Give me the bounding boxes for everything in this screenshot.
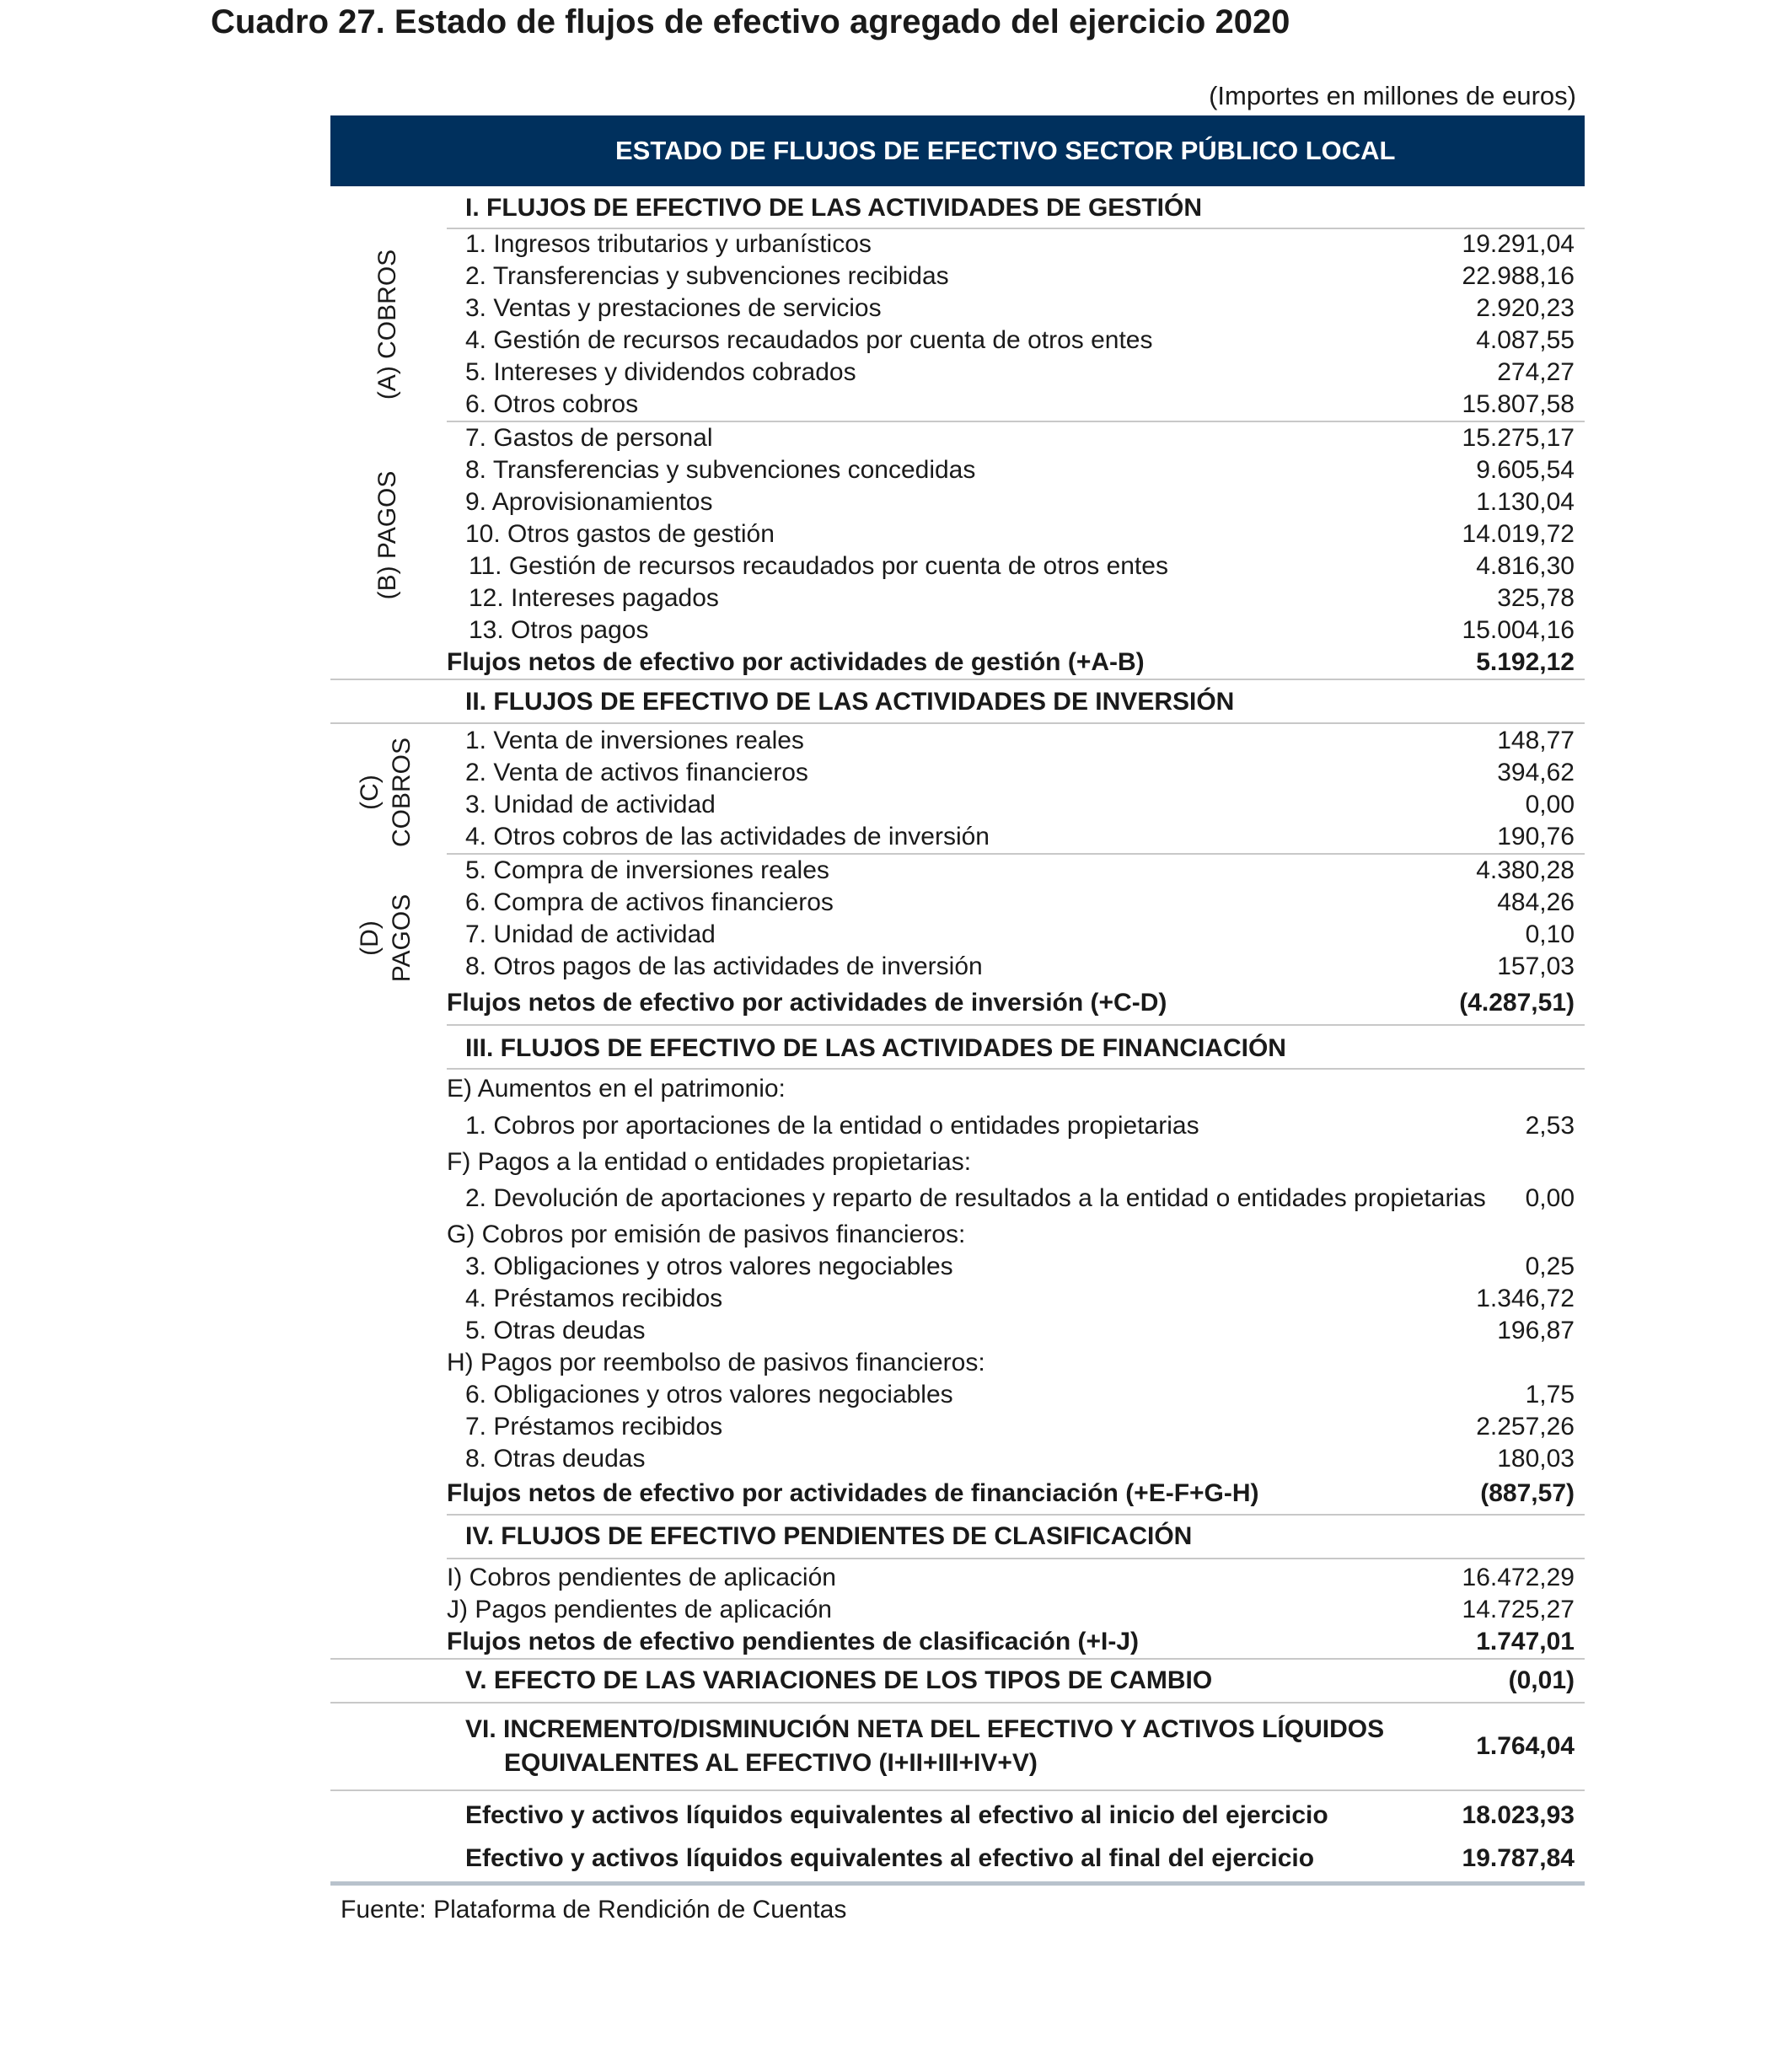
group-label: H) Pagos por reembolso de pasivos financieros:	[447, 1349, 985, 1376]
divider	[330, 1702, 1585, 1704]
divider	[330, 722, 1585, 724]
table-row: 3. Ventas y prestaciones de servicios 2.920,23	[465, 294, 1575, 322]
table-row: 7. Gastos de personal 15.275,17	[465, 424, 1575, 452]
table-row: 2. Devolución de aportaciones y reparto de resultados a la entidad o entidades propietarias 0,00	[465, 1184, 1575, 1212]
table-row: 1. Ingresos tributarios y urbanísticos 19.291,04	[465, 230, 1575, 258]
section-heading: III. FLUJOS DE EFECTIVO DE LAS ACTIVIDADES DE FINANCIACIÓN	[465, 1034, 1286, 1062]
table-row: 7. Unidad de actividad 0,10	[465, 920, 1575, 948]
subtotal-row: Flujos netos de efectivo por actividades de financiación (+E-F+G-H) (887,57)	[447, 1479, 1575, 1507]
section-heading: I. FLUJOS DE EFECTIVO DE LAS ACTIVIDADES DE GESTIÓN	[465, 194, 1202, 222]
table-row: 12. Intereses pagados 325,78	[469, 584, 1575, 612]
divider	[447, 1558, 1585, 1559]
table-row: 7. Préstamos recibidos 2.257,26	[465, 1413, 1575, 1441]
divider	[330, 1789, 1585, 1791]
table-row: 8. Otros pagos de las actividades de inversión 157,03	[465, 952, 1575, 980]
table-row: 8. Transferencias y subvenciones concedidas 9.605,54	[465, 456, 1575, 484]
divider	[447, 1068, 1585, 1070]
subtotal-row: Flujos netos de efectivo por actividades de inversión (+C-D) (4.287,51)	[447, 989, 1575, 1017]
table-bottom-rule	[330, 1881, 1585, 1886]
table-row: 3. Unidad de actividad 0,00	[465, 791, 1575, 818]
section-heading: II. FLUJOS DE EFECTIVO DE LAS ACTIVIDADES DE INVERSIÓN	[465, 688, 1235, 716]
group-label: G) Cobros por emisión de pasivos financieros:	[447, 1221, 966, 1248]
group-label: E) Aumentos en el patrimonio:	[447, 1075, 786, 1103]
divider	[447, 1514, 1585, 1516]
table-row: 5. Otras deudas 196,87	[465, 1317, 1575, 1344]
section-heading: VI. INCREMENTO/DISMINUCIÓN NETA DEL EFECTIVO Y ACTIVOS LÍQUIDOS EQUIVALENTES AL EFECTIVO (I+II+III+IV+V) 1.764,04	[465, 1715, 1575, 1777]
table-row: 10. Otros gastos de gestión 14.019,72	[465, 520, 1575, 548]
table-row: 2. Transferencias y subvenciones recibidas 22.988,16	[465, 262, 1575, 290]
total-row: Efectivo y activos líquidos equivalentes al efectivo al inicio del ejercicio 18.023,93	[465, 1801, 1575, 1829]
total-row: Efectivo y activos líquidos equivalentes al efectivo al final del ejercicio 19.787,84	[465, 1844, 1575, 1872]
subtotal-row: Flujos netos de efectivo pendientes de clasificación (+I-J) 1.747,01	[447, 1628, 1575, 1655]
table-header-label: ESTADO DE FLUJOS DE EFECTIVO SECTOR PÚBLICO LOCAL	[615, 136, 1396, 165]
divider	[330, 679, 1585, 680]
table-row: 4. Préstamos recibidos 1.346,72	[465, 1285, 1575, 1312]
table-row: 6. Compra de activos financieros 484,26	[465, 888, 1575, 916]
divider	[447, 1024, 1585, 1026]
section-heading: V. EFECTO DE LAS VARIACIONES DE LOS TIPOS DE CAMBIO (0,01)	[465, 1666, 1575, 1694]
table-row: 6. Obligaciones y otros valores negociables 1,75	[465, 1381, 1575, 1408]
table-row: 9. Aprovisionamientos 1.130,04	[465, 488, 1575, 516]
divider	[330, 1658, 1585, 1660]
group-label: F) Pagos a la entidad o entidades propietarias:	[447, 1148, 972, 1176]
table-row: 4. Otros cobros de las actividades de inversión 190,76	[465, 823, 1575, 850]
table-row: 4. Gestión de recursos recaudados por cuenta de otros entes 4.087,55	[465, 326, 1575, 354]
table-row: 2. Venta de activos financieros 394,62	[465, 759, 1575, 786]
table-row: 1. Cobros por aportaciones de la entidad o entidades propietarias 2,53	[465, 1112, 1575, 1140]
table-row: 3. Obligaciones y otros valores negociables 0,25	[465, 1253, 1575, 1280]
units-note: (Importes en millones de euros)	[1209, 81, 1576, 110]
table-header	[330, 115, 1585, 186]
table-title: Cuadro 27. Estado de flujos de efectivo agregado del ejercicio 2020	[211, 3, 1290, 40]
table-row: 11. Gestión de recursos recaudados por cuenta de otros entes 4.816,30	[469, 552, 1575, 580]
table-row: 5. Intereses y dividendos cobrados 274,27	[465, 358, 1575, 386]
table-row: 1. Venta de inversiones reales 148,77	[465, 727, 1575, 754]
table-row: I) Cobros pendientes de aplicación 16.472,29	[447, 1564, 1575, 1591]
section-heading: IV. FLUJOS DE EFECTIVO PENDIENTES DE CLASIFICACIÓN	[465, 1522, 1193, 1550]
table-row: 13. Otros pagos 15.004,16	[469, 616, 1575, 644]
source-note: Fuente: Plataforma de Rendición de Cuentas	[341, 1896, 847, 1924]
table-row: 5. Compra de inversiones reales 4.380,28	[465, 856, 1575, 884]
table-row: 8. Otras deudas 180,03	[465, 1445, 1575, 1473]
table-row: J) Pagos pendientes de aplicación 14.725,27	[447, 1596, 1575, 1623]
table-row: 6. Otros cobros 15.807,58	[465, 390, 1575, 418]
subtotal-row: Flujos netos de efectivo por actividades de gestión (+A-B) 5.192,12	[447, 648, 1575, 676]
